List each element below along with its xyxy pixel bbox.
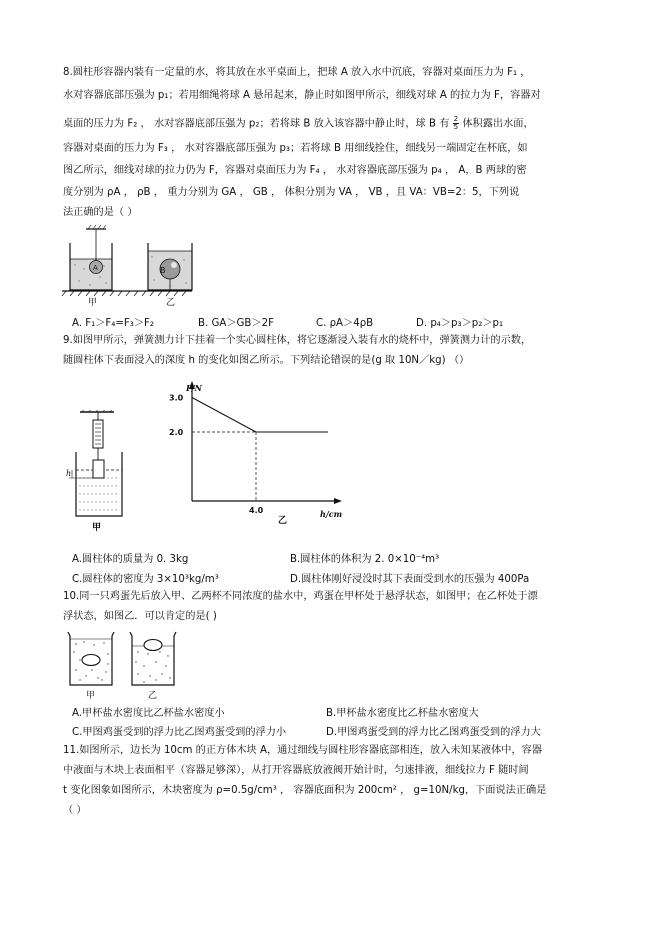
q8-option-d: D. p₄＞p₃＞p₂＞p₁: [416, 318, 504, 329]
q8-line-4: 容器对桌面的压力为 F₃ ， 水对容器底部压强为 p₃；若将球 B 用细线拴住，细线另一端固定在杯底，如: [63, 143, 528, 154]
q9-option-d: D.圆柱体刚好浸没时其下表面受到水的压强为 400Pa: [290, 574, 530, 585]
q8-figure: [60, 225, 200, 307]
y-tick-label: 2.0: [169, 428, 184, 437]
q9-option-b: B.圆柱体的体积为 2. 0×10⁻⁴m³: [290, 554, 440, 565]
q10-figure: [64, 630, 194, 700]
fig-yi-label: 乙: [278, 516, 288, 525]
q8-line-7: 法正确的是（ ）: [63, 207, 138, 218]
q8-line-6: 度分别为 ρA ， ρB ， 重力分别为 GA ， GB ， 体积分别为 VA ， VB ，且 VA：VB=2：5，下列说: [63, 187, 520, 198]
fraction-denominator: 5: [453, 123, 459, 131]
q9-chart: [160, 375, 350, 525]
q11-line-3: t 变化图象如图所示，木块密度为 ρ=0.5g/cm³ ， 容器底面积为 200cm² ， g=10N/kg，下面说法正确是: [63, 785, 547, 796]
q10-option-c: C.甲图鸡蛋受到的浮力比乙图鸡蛋受到的浮力小: [72, 727, 287, 738]
q9-option-c: C.圆柱体的密度为 3×10³kg/m³: [72, 574, 219, 585]
fraction-numerator: 2: [453, 115, 459, 123]
series-line: [192, 398, 328, 433]
h-label: h: [66, 469, 72, 478]
fig-jia-label: 甲: [86, 691, 96, 700]
q8-line-3: [63, 116, 534, 132]
q10-option-d: D.甲图鸡蛋受到的浮力比乙图鸡蛋受到的浮力大: [326, 727, 541, 738]
q10-line-2: 浮状态，如图乙．可以肯定的是( ): [63, 611, 217, 622]
q8-line-5: 图乙所示，细线对球的拉力仍为 F，容器对桌面压力为 F₄ ， 水对容器底部压强为 p₄ ， A，B 两球的密: [63, 165, 527, 176]
q8-fraction: [453, 116, 459, 131]
q8-option-b: B. GA＞GB＞2F: [198, 318, 274, 329]
fig-jia-label: 甲: [88, 298, 98, 307]
q10-option-b: B.甲杯盐水密度比乙杯盐水密度大: [326, 708, 479, 719]
y-axis-label: F/N: [186, 383, 202, 393]
q8-line-1: 8.圆柱形容器内装有一定量的水，将其放在水平桌面上，把球 A 放入水中沉底，容器对桌面压力为 F₁ ，: [63, 67, 531, 78]
q11-line-2: 中液面与木块上表面相平（容器足够深），从打开容器底放液阀开始计时，匀速排液，细线拉力 F 随时间: [63, 765, 529, 776]
fig-yi-label: 乙: [148, 691, 158, 700]
y-tick-label: 3.0: [169, 393, 184, 403]
q9-option-a: A.圆柱体的质量为 0. 3kg: [72, 554, 189, 565]
x-axis-arrow: [334, 498, 342, 504]
fig-yi-label: 乙: [166, 298, 176, 307]
q11-line-4: （ ）: [63, 805, 87, 816]
q8-option-a: A. F₁＞F₄=F₃＞F₂: [72, 318, 154, 329]
q8-line-2: 水对容器底部压强为 p₁；若用细绳将球 A 悬吊起来，静止时如图甲所示，细线对球 A 的拉力为 F，容器对: [63, 90, 541, 101]
x-axis-label: h/cm: [320, 509, 343, 519]
q10-line-1: 10.同一只鸡蛋先后放入甲、乙两杯不同浓度的盐水中，鸡蛋在甲杯处于悬浮状态，如图甲；在乙杯处于漂: [63, 591, 538, 602]
q9-line-2: 随圆柱体下表面浸入的深度 h 的变化如图乙所示。下列结论错误的是(g 取 10N／kg) （）: [63, 355, 470, 366]
q10-option-a: A.甲杯盐水密度比乙杯盐水密度小: [72, 708, 225, 719]
q8-line-3-text: 桌面的压力为 F₂ ， 水对容器底部压强为 p₂；若将球 B 放入该容器中静止时，球 B 有: [63, 118, 450, 130]
q8-option-c: C. ρA＞4ρB: [316, 318, 374, 329]
fig-jia-label: 甲: [92, 523, 102, 532]
ball-b-label: B: [160, 266, 166, 275]
q9-figure-jia: [66, 410, 146, 532]
ball-a-label: A: [93, 264, 98, 272]
q11-line-1: 11.如图所示，边长为 10cm 的正方体木块 A，通过细线与圆柱形容器底部相连，放入未知某液体中，容器: [63, 745, 543, 756]
q9-line-1: 9.如图甲所示，弹簧测力计下挂着一个实心圆柱体，将它逐渐浸入装有水的烧杯中，弹簧测力计的示数，: [63, 335, 532, 346]
q8-line-3-tail: 体积露出水面，: [462, 118, 534, 130]
x-tick-label: 4.0: [249, 506, 264, 515]
